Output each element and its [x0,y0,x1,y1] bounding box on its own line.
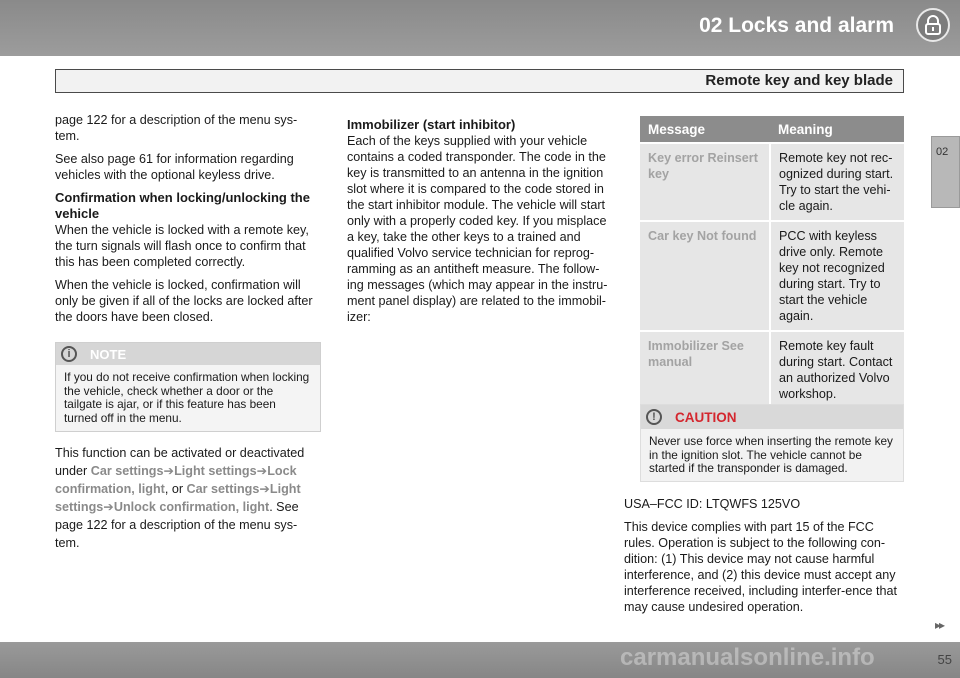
table-cell-message: Key error Reinsert key [640,143,770,221]
column-1 [55,112,321,332]
fcc-section [624,496,906,622]
chapter-side-tab-label: 02 [936,146,949,158]
header-band [0,0,960,56]
info-icon: i [61,346,77,362]
arrow-icon: ➔ [163,464,175,478]
column-1-lower [55,444,321,559]
warning-icon: ! [646,409,662,425]
menu-path-1c: Lock confirmation, light [55,464,297,496]
menu-path-2b: Light settings [55,482,301,514]
table-row [640,331,904,408]
col1-paragraph-1: page 122 for a description of the menu sys-tem. [55,113,298,143]
table-cell-message: Car key Not found [640,221,770,331]
note-box [55,342,321,432]
note-header [56,343,320,365]
chapter-title: 02 Locks and alarm [699,14,894,37]
fcc-text: This device complies with part 15 of the FCC rules. Operation is subject to the following con-dition: (1) This device may not cause harmful interference, and (2) this device must accept any interference received, including interfer-ence that may cause undesired operation. [624,520,898,614]
note-text: If you do not receive confirmation when locking the vehicle, check whether a door or the tailgate is ajar, or if this feature has been turned off in the menu. [64,370,310,425]
note-title: NOTE [90,347,127,362]
table-row [640,221,904,331]
padlock-icon [916,8,950,42]
table-row [640,143,904,221]
menu-path-2a: Car settings [186,482,260,496]
column-2 [347,112,615,332]
arrow-icon: ➔ [256,464,268,478]
col2-paragraph-1: Each of the keys supplied with your vehicle contains a coded transponder. The code in the key is transmitted to an antenna in the ignition slot where it is compared to the code stored in the start inhibitor module. The vehicle will start only with a properly coded key. If you misplace a key, take the other keys to a trained and qualified Volvo service technician for reprog-ramming as an antitheft measure. The follow-ing messages (which may appear in the instru-ment panel display) are related to the immobil-izer: [347,134,608,324]
table-header-meaning: Meaning [770,116,904,143]
caution-text: Never use force when inserting the remote key in the ignition slot. The vehicle cannot be started if the transponder is damaged. [649,434,893,475]
table-cell-meaning: Remote key not rec-ognized during start. Try to start the vehi-cle again. [770,143,904,221]
table-cell-message: Immobilizer See manual [640,331,770,408]
p5-mid: , or [164,482,187,496]
table-cell-meaning: Remote key fault during start. Contact an authorized Volvo workshop. [770,331,904,408]
col1-paragraph-3: When the vehicle is locked with a remote key, the turn signals will flash once to confirm that this has been completed correctly. [55,223,309,269]
table-header-message: Message [640,116,770,143]
caution-box [640,404,904,482]
caution-header [641,405,903,429]
section-title: Remote key and key blade [705,72,893,89]
footer-band [0,642,960,678]
col1-paragraph-2: See also page 61 for information regarding vehicles with the optional keyless drive. [55,152,294,182]
watermark: carmanualsonline.info [620,644,875,671]
col1-paragraph-5 [55,444,321,552]
chapter-side-tab[interactable] [931,136,960,208]
menu-path-2c: Unlock confirmation, light [113,500,270,514]
menu-path-1b: Light settings [174,464,257,478]
table-cell-meaning: PCC with keyless drive only. Remote key not recognized during start. Try to start the vehicle again. [770,221,904,331]
section-title-bar [55,69,904,93]
col1-heading: Confirmation when locking/unlocking the vehicle [55,190,310,221]
arrow-icon: ➔ [103,500,114,514]
caution-title: CAUTION [675,410,737,425]
p5-lead: This function can be activated or deactivated under [55,446,305,478]
menu-path-1a: Car settings [90,464,164,478]
fcc-id: USA–FCC ID: LTQWFS 125VO [624,497,801,511]
arrow-icon: ➔ [259,482,270,496]
page-number: 55 [937,652,952,667]
message-table [640,116,904,408]
p5-tail: . See page 122 for a description of the menu sys-tem. [55,500,299,550]
col1-paragraph-4: When the vehicle is locked, confirmation will only be given if all of the locks are locked after the doors have been closed. [55,278,313,324]
col2-heading: Immobilizer (start inhibitor) [347,117,516,132]
next-page-arrows-icon[interactable]: ▸▸ [935,618,944,632]
